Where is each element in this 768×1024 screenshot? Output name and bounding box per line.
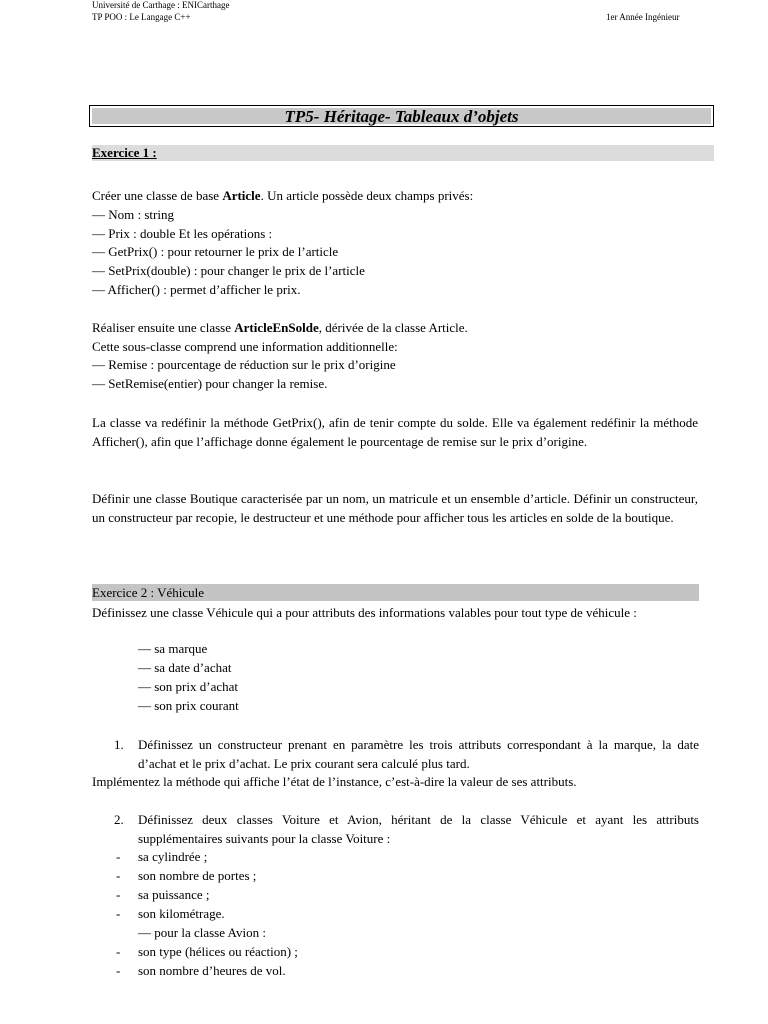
ex1-p2-item: — SetRemise(entier) pour changer la remise. [92, 376, 328, 391]
header-university: Université de Carthage : ENICarthage [92, 0, 230, 10]
question-2-number: 2. [114, 812, 124, 827]
ex1-p2-line2: Cette sous-classe comprend une information additionnelle: [92, 339, 398, 354]
ex1-intro-post: . Un article possède deux champs privés: [260, 188, 474, 203]
bullet-dash: - [116, 963, 121, 978]
header-course: TP POO : Le Langage C++ [92, 12, 191, 22]
bullet-dash: - [116, 906, 121, 921]
ex1-item: — Nom : string [92, 207, 174, 222]
avion-attribute: son nombre d’heures de vol. [138, 963, 286, 978]
question-1-number: 1. [114, 737, 124, 752]
ex1-paragraph-4: Définir une classe Boutique caracterisée par un nom, un matricule et un ensemble d’article. Définir un constructeur, un constructeur par recopie, le destructeur et une méthode pour afficher tous les articles en solde de la boutique. [92, 491, 698, 525]
ex2-intro: Définissez une classe Véhicule qui a pour attributs des informations valables pour tout type de véhicule : [92, 605, 637, 620]
voiture-attribute: sa cylindrée ; [138, 849, 208, 864]
ex1-item: — SetPrix(double) : pour changer le prix de l’article [92, 263, 365, 278]
ex1-p2-item: — Remise : pourcentage de réduction sur le prix d’origine [92, 357, 396, 372]
voiture-attribute: son nombre de portes ; [138, 868, 257, 883]
page-title: TP5- Héritage- Tableaux d’objets [92, 108, 711, 124]
question-1-text: Définissez un constructeur prenant en paramètre les trois attributs correspondant à la marque, la date d’achat et le prix d’achat. Le prix courant sera calculé plus tard. [138, 737, 699, 771]
exercise-2-heading-text: Exercice 2 : Véhicule [92, 585, 205, 600]
bullet-dash: - [116, 868, 121, 883]
exercise-2-heading [92, 584, 699, 601]
ex1-p2-pre: Réaliser ensuite une classe [92, 320, 235, 335]
question-1-followup: Implémentez la méthode qui affiche l’état de l’instance, c’est-à-dire la valeur de ses attributs. [92, 774, 577, 789]
ex1-item: — GetPrix() : pour retourner le prix de l’article [92, 244, 339, 259]
avion-label: — pour la classe Avion : [138, 925, 266, 940]
voiture-attribute: sa puissance ; [138, 887, 210, 902]
bullet-dash: - [116, 849, 121, 864]
ex2-attribute: — son prix d’achat [138, 679, 239, 694]
question-2-text: Définissez deux classes Voiture et Avion, héritant de la classe Véhicule et ayant les attributs supplémentaires suivants pour la classe Voiture : [138, 812, 699, 846]
ex1-intro-pre: Créer une classe de base [92, 188, 223, 203]
title-box [89, 105, 714, 127]
exercise-1-heading [92, 145, 714, 161]
ex1-intro [92, 187, 473, 205]
ex1-paragraph-3: La classe va redéfinir la méthode GetPrix(), afin de tenir compte du solde. Elle va également redéfinir la méthode Afficher(), afin que l’affichage donne également le pourcentage de remise sur le prix d’origine. [92, 415, 698, 449]
voiture-attribute: son kilométrage. [138, 906, 225, 921]
ex1-p2-bold: ArticleEnSolde [234, 320, 319, 335]
ex1-intro-bold: Article [222, 188, 261, 203]
exercise-1-heading-text: Exercice 1 : [92, 145, 157, 160]
ex1-p2 [92, 319, 468, 337]
ex2-attribute: — sa date d’achat [138, 660, 232, 675]
ex1-p2-post: , dérivée de la classe Article. [318, 320, 468, 335]
ex2-attribute: — son prix courant [138, 698, 239, 713]
avion-attribute: son type (hélices ou réaction) ; [138, 944, 298, 959]
ex1-item: — Afficher() : permet d’afficher le prix. [92, 282, 301, 297]
ex1-item: — Prix : double Et les opérations : [92, 226, 273, 241]
bullet-dash: - [116, 944, 121, 959]
ex2-attribute: — sa marque [138, 641, 208, 656]
header-year: 1er Année Ingénieur [606, 12, 680, 22]
bullet-dash: - [116, 887, 121, 902]
